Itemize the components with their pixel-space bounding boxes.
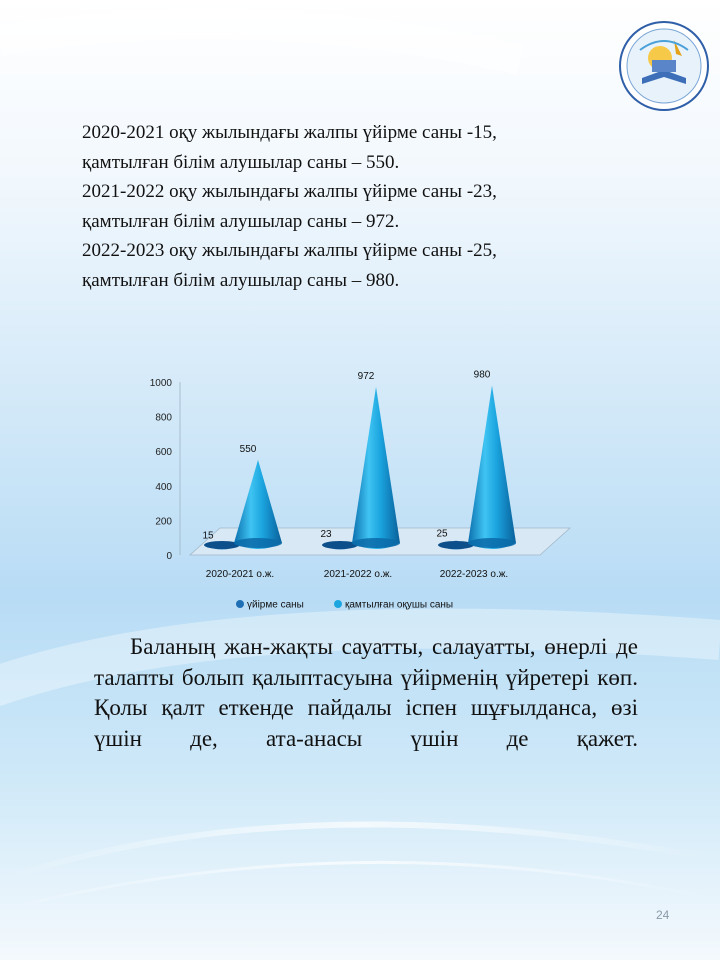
legend-swatch bbox=[334, 600, 342, 608]
intro-line: қамтылған білім алушылар саны – 550. bbox=[82, 151, 400, 173]
y-tick-label: 0 bbox=[166, 551, 172, 562]
intro-line: 2022-2023 оқу жылындағы жалпы үйірме саны -25, bbox=[82, 240, 497, 261]
intro-line: қамтылған білім алушылар саны – 980. bbox=[82, 269, 400, 291]
cone-mark bbox=[468, 385, 516, 549]
y-tick-label: 1000 bbox=[149, 378, 172, 389]
x-tick-label: 2022-2023 о.ж. bbox=[439, 569, 509, 580]
cone-base bbox=[352, 538, 400, 548]
data-label: 550 bbox=[239, 443, 257, 455]
y-tick-label: 400 bbox=[155, 481, 172, 493]
x-tick-label: 2021-2022 о.ж. bbox=[323, 569, 393, 580]
data-label: 25 bbox=[436, 528, 448, 540]
legend-label: қамтылған оқушы саны bbox=[345, 599, 454, 611]
intro-text bbox=[82, 118, 642, 295]
data-label: 980 bbox=[473, 369, 491, 381]
body-paragraph: Баланың жан-жақты сауатты, салауатты, өнерлі де талапты болып қалыптасуына үйірменің үйретері көп. Қолы қалт еткенде пайдалы іспен шұғылданса, өзі үшін де, ата-анасы үшін де қажет. bbox=[94, 634, 638, 751]
y-tick-label: 200 bbox=[155, 516, 172, 528]
school-emblem-icon bbox=[618, 20, 710, 112]
cone-mark bbox=[234, 460, 282, 549]
y-tick-label: 800 bbox=[155, 412, 172, 424]
y-tick-label: 600 bbox=[155, 447, 172, 459]
data-label: 972 bbox=[357, 370, 375, 382]
chart-svg bbox=[130, 350, 590, 620]
cone-chart bbox=[130, 350, 590, 620]
intro-line: қамтылған білім алушылар саны – 972. bbox=[82, 210, 400, 232]
cone-base bbox=[234, 538, 282, 548]
cone-base bbox=[468, 538, 516, 548]
intro-line: 2021-2022 оқу жылындағы жалпы үйірме саны -23, bbox=[82, 181, 497, 202]
page-number: 24 bbox=[656, 908, 670, 922]
cone-mark bbox=[352, 387, 400, 549]
legend-swatch bbox=[236, 600, 244, 608]
data-label: 23 bbox=[320, 529, 332, 541]
data-label: 15 bbox=[202, 530, 214, 542]
x-tick-label: 2020-2021 о.ж. bbox=[205, 569, 275, 580]
intro-line: 2020-2021 оқу жылындағы жалпы үйірме саны -15, bbox=[82, 122, 497, 143]
legend-label: үйірме саны bbox=[247, 599, 304, 611]
